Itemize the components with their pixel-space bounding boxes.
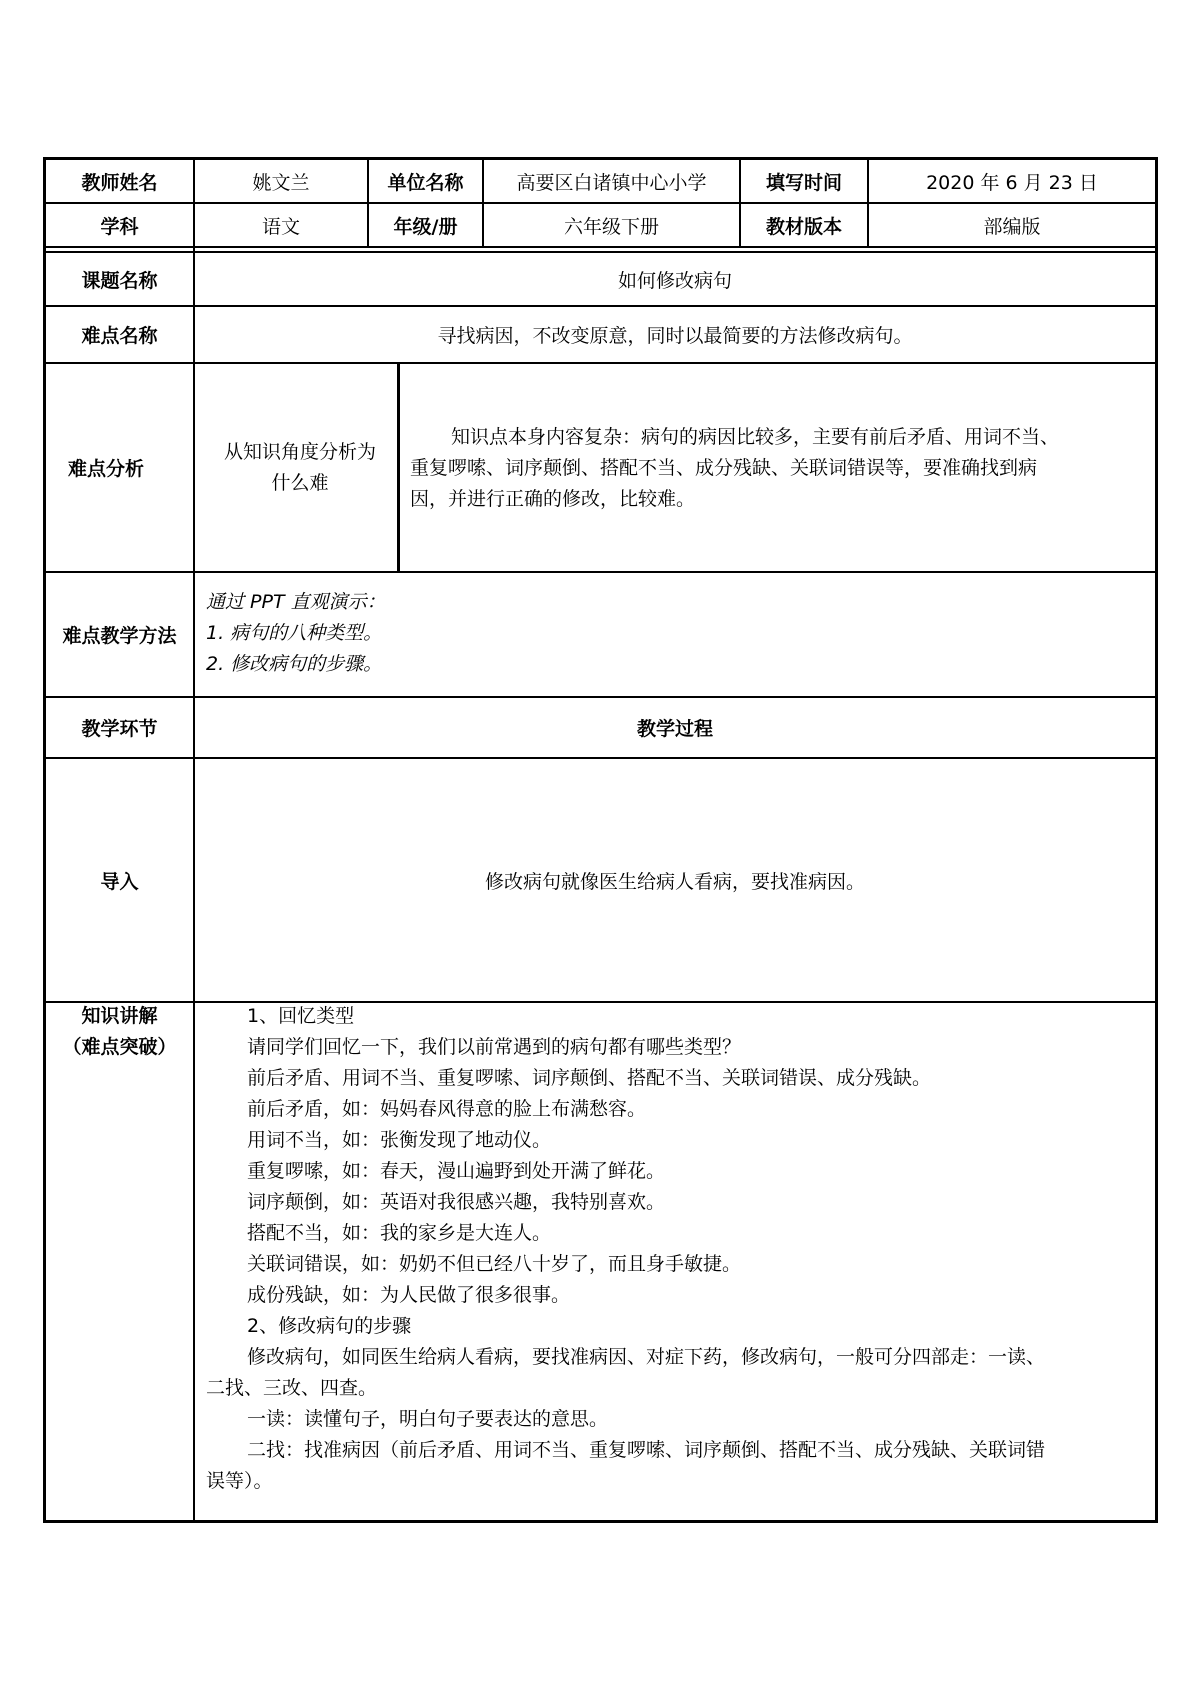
- knowledge-sub-label: （难点突破）: [62, 1036, 177, 1058]
- unit-name: 高要区白诸镇中心小学: [516, 171, 707, 194]
- analysis-label: 难点分析: [67, 458, 144, 480]
- date-label: 填写时间: [765, 171, 842, 194]
- method-line: 1. 病句的八种类型。: [206, 622, 383, 644]
- fill-date: 2020 年 6 月 23 日: [926, 171, 1098, 194]
- method-line: 2. 修改病句的步骤。: [206, 653, 383, 675]
- knowledge-line: 二找：找准病因（前后矛盾、用词不当、重复啰嗦、词序颠倒、搭配不当、成分残缺、关联词错: [247, 1439, 1046, 1461]
- topic-label: 课题名称: [81, 269, 158, 292]
- knowledge-line: 词序颠倒，如：英语对我很感兴趣，我特别喜欢。: [247, 1191, 666, 1213]
- topic-value: 如何修改病句: [617, 269, 732, 292]
- knowledge-line: 关联词错误，如：奶奶不但已经八十岁了，而且身手敏捷。: [247, 1253, 742, 1275]
- method-line: 通过 PPT 直观演示：: [206, 591, 386, 613]
- analysis-sub-label: 从知识角度分析为: [223, 441, 376, 463]
- row-divider: [43, 1001, 1158, 1003]
- teacher-name-label: 教师姓名: [81, 171, 158, 194]
- grade-label: 年级/册: [393, 215, 458, 238]
- analysis-line: 因，并进行正确的修改，比较难。: [410, 488, 696, 510]
- subject-label: 学科: [100, 215, 139, 238]
- analysis-line: 知识点本身内容复杂：病句的病因比较多，主要有前后矛盾、用词不当、: [451, 426, 1060, 448]
- knowledge-line: 误等）。: [206, 1470, 273, 1492]
- knowledge-line: 1、回忆类型: [247, 1005, 355, 1027]
- analysis-line: 重复啰嗦、词序颠倒、搭配不当、成分残缺、关联词错误等，要准确找到病: [410, 457, 1038, 479]
- method-label: 难点教学方法: [62, 625, 177, 647]
- intro-label: 导入: [100, 870, 139, 893]
- intro-value: 修改病句就像医生给病人看病，要找准病因。: [484, 870, 865, 893]
- knowledge-line: 搭配不当，如：我的家乡是大连人。: [247, 1222, 552, 1244]
- knowledge-label: 知识讲解: [81, 1005, 158, 1027]
- knowledge-line: 修改病句，如同医生给病人看病，要找准病因、对症下药，修改病句，一般可分四部走：一读、: [247, 1346, 1046, 1368]
- knowledge-line: 二找、三改、四查。: [206, 1377, 378, 1399]
- knowledge-line: 请同学们回忆一下，我们以前常遇到的病句都有哪些类型？: [247, 1036, 742, 1058]
- analysis-sub-label: 什么难: [271, 472, 329, 494]
- knowledge-line: 成份残缺，如：为人民做了很多很事。: [247, 1284, 571, 1306]
- edition-label: 教材版本: [765, 215, 842, 238]
- table-border-bottom: [43, 1520, 1158, 1523]
- subject: 语文: [261, 215, 300, 238]
- knowledge-line: 重复啰嗦，如：春天，漫山遍野到处开满了鲜花。: [247, 1160, 666, 1182]
- row-divider: [43, 362, 1158, 364]
- knowledge-line: 用词不当，如：张衡发现了地动仪。: [247, 1129, 552, 1151]
- row-divider: [43, 246, 1158, 248]
- knowledge-line: 前后矛盾、用词不当、重复啰嗦、词序颠倒、搭配不当、关联词错误、成分残缺。: [247, 1067, 932, 1089]
- unit-label: 单位名称: [387, 171, 464, 194]
- difficulty-value: 寻找病因，不改变原意，同时以最简要的方法修改病句。: [437, 325, 913, 347]
- analysis-column-divider: [397, 362, 400, 573]
- process-stage-label: 教学环节: [81, 718, 158, 740]
- row-divider: [43, 571, 1158, 573]
- knowledge-line: 前后矛盾，如：妈妈春风得意的脸上布满愁容。: [247, 1098, 647, 1120]
- process-title: 教学过程: [636, 718, 713, 740]
- edition: 部编版: [983, 215, 1041, 238]
- grade: 六年级下册: [563, 215, 659, 238]
- teacher-name: 姚文兰: [252, 171, 310, 194]
- knowledge-line: 一读：读懂句子，明白句子要表达的意思。: [247, 1408, 609, 1430]
- knowledge-line: 2、修改病句的步骤: [247, 1315, 412, 1337]
- difficulty-label: 难点名称: [81, 325, 158, 347]
